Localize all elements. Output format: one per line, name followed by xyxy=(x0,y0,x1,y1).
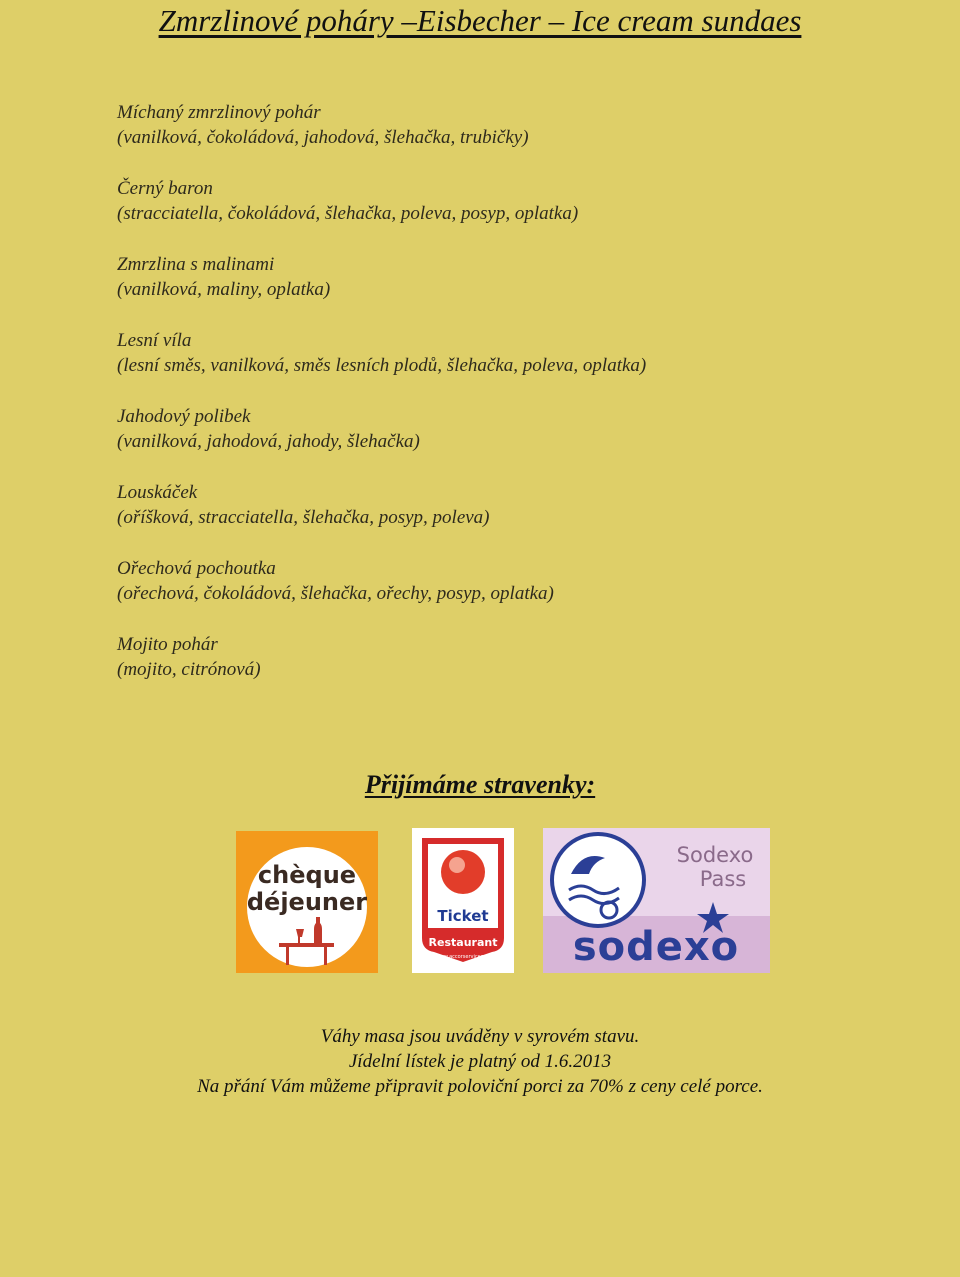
ticket-restaurant-icon xyxy=(412,828,514,973)
sodexo-pass-icon xyxy=(543,828,770,973)
item-description: (vanilková, maliny, oplatka) xyxy=(117,279,331,300)
vouchers-heading: Přijímáme stravenky: xyxy=(364,770,596,799)
item-description: (vanilková, jahodová, jahody, šlehačka) xyxy=(117,431,420,452)
cheque-dejeuner-icon xyxy=(236,831,378,973)
note-meat-weight: Váhy masa jsou uváděny v syrovém stavu. xyxy=(320,1026,640,1047)
item-description: (lesní směs, vanilková, směs lesních plodů, šlehačka, poleva, oplatka) xyxy=(117,355,647,376)
menu-item xyxy=(117,632,837,682)
item-name: Černý baron xyxy=(117,178,213,199)
item-description: (oříšková, stracciatella, šlehačka, posyp, poleva) xyxy=(117,507,490,528)
item-name: Jahodový polibek xyxy=(117,406,251,427)
item-description: (vanilková, čokoládová, jahodová, šlehačka, trubičky) xyxy=(117,127,529,148)
page-title: Zmrzlinové poháry –Eisbecher – Ice cream sundaes xyxy=(158,3,802,38)
item-name: Ořechová pochoutka xyxy=(117,558,276,579)
svg-text:sodexo: sodexo xyxy=(572,924,740,970)
svg-text:chèque: chèque xyxy=(257,861,357,889)
note-valid-from: Jídelní lístek je platný od 1.6.2013 xyxy=(348,1051,612,1072)
menu-item xyxy=(117,100,837,150)
svg-text:Pass: Pass xyxy=(699,867,747,891)
footer-notes xyxy=(0,1024,960,1099)
menu-item xyxy=(117,480,837,530)
menu-item xyxy=(117,404,837,454)
menu-item xyxy=(117,328,837,378)
ticket-restaurant-logo xyxy=(412,828,514,973)
menu-item xyxy=(117,176,837,226)
cheque-dejeuner-logo xyxy=(236,831,378,973)
item-name: Louskáček xyxy=(117,482,198,503)
item-name: Lesní víla xyxy=(117,330,192,351)
svg-text:www.accorservices.cz: www.accorservices.cz xyxy=(435,954,491,960)
menu-item xyxy=(117,252,837,302)
sodexo-pass-logo xyxy=(543,828,770,973)
item-description: (ořechová, čokoládová, šlehačka, ořechy, posyp, oplatka) xyxy=(117,583,554,604)
svg-text:déjeuner: déjeuner xyxy=(246,888,368,916)
item-description: (stracciatella, čokoládová, šlehačka, poleva, posyp, oplatka) xyxy=(117,203,579,224)
item-name: Zmrzlina s malinami xyxy=(117,254,275,275)
svg-text:Ticket: Ticket xyxy=(437,907,489,925)
item-description: (mojito, citrónová) xyxy=(117,659,261,680)
note-half-portion: Na přání Vám můžeme připravit poloviční porci za 70% z ceny celé porce. xyxy=(197,1076,763,1097)
svg-text:Sodexo: Sodexo xyxy=(676,843,754,867)
item-name: Míchaný zmrzlinový pohár xyxy=(117,102,321,123)
item-name: Mojito pohár xyxy=(117,634,218,655)
menu-item xyxy=(117,556,837,606)
svg-text:Restaurant: Restaurant xyxy=(428,936,498,949)
sundae-menu xyxy=(117,100,837,708)
